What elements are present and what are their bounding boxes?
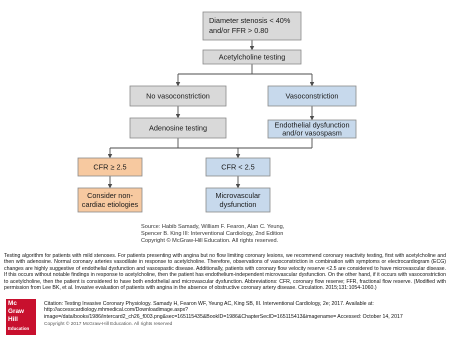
source-line-3: Copyright © McGraw-Hill Education. All rights reserved. bbox=[141, 238, 279, 245]
box-acetylcholine-testing bbox=[203, 50, 301, 64]
figure-source bbox=[141, 224, 356, 246]
box-acetylcholine-label: Acetylcholine testing bbox=[218, 52, 286, 62]
box-no-vasoconstriction bbox=[130, 86, 226, 106]
box-vasoconstriction-label: Vasoconstriction bbox=[285, 91, 339, 101]
publisher-logo bbox=[6, 299, 36, 335]
box-vasoconstriction bbox=[268, 86, 356, 106]
box-cfr-high bbox=[78, 158, 142, 176]
box-cfr-low-label: CFR < 2.5 bbox=[221, 162, 255, 172]
source-line-2: Spencer B. King III: Interventional Cardiology, 2nd Edition bbox=[141, 231, 284, 238]
box-non-cardiac-etiologies bbox=[78, 188, 142, 212]
box-microvascular-line1: Microvascular bbox=[215, 191, 261, 200]
box-microvascular-line2: dysfunction bbox=[219, 200, 257, 209]
box-non-cardiac-line2: cardiac etiologies bbox=[81, 200, 139, 209]
box-microvascular-dysfunction bbox=[206, 188, 270, 212]
box-adenosine-label: Adenosine testing bbox=[148, 123, 208, 133]
source-line-1: Source: Habib Samady, William F. Fearon, Alan C. Yeung, bbox=[141, 224, 285, 230]
box-stenosis-line1: Diameter stenosis < 40% bbox=[209, 16, 291, 25]
logo-line-4: Education bbox=[8, 325, 30, 331]
box-stenosis-criteria bbox=[203, 12, 301, 40]
logo-line-1: Mc bbox=[8, 300, 17, 307]
box-stenosis-line2: and/or FFR > 0.80 bbox=[209, 26, 269, 35]
box-non-cardiac-line1: Consider non- bbox=[87, 191, 133, 200]
citation-text-block bbox=[44, 301, 444, 329]
box-no-vasoconstriction-label: No vasoconstriction bbox=[146, 91, 210, 101]
logo-line-2: Graw bbox=[8, 308, 24, 316]
figure-caption: Testing algorithm for patients with mild stenoses. For patients presenting with angina but no flow limiting coronary lesions, we recommend coronary reactivity testing, first with acetylcholine and then with adenosine. Normal coronary arteries vasodilate in response to acetylcholine. Therefore, observations of vasoconstriction in combination with symptoms or electrocardiogram (ECG) changes are highly suggestive of endothelial dysfunction and vasospastic disease. Additionally, patients with coronary flow velocity reserve <2.5 are considered to have microvascular disease. If this occurs without notable findings in response to acetylcholine, then the patient has endothelium-independent microvascular dysfunction. On the other hand, if it occurs with vasoconstriction to acetylcholine, then the patient is considered to have both endothelial and microvascular dysfunction. Abbreviations: CFR, coronary flow reserve; FFR, fractional flow reserve. (Modified with permission from Lee BK, et al. Invasive evaluation of patients with angina in the absence of obstructive coronary artery disease. Circulation. 2015;131:1054-1060.) bbox=[4, 253, 446, 292]
box-endothelial-line2: and/or vasospasm bbox=[282, 128, 342, 138]
box-adenosine-testing bbox=[130, 118, 226, 138]
citation-footer bbox=[4, 299, 446, 337]
box-cfr-low bbox=[206, 158, 270, 176]
box-cfr-high-label: CFR ≥ 2.5 bbox=[93, 162, 127, 172]
logo-line-3: Hill bbox=[8, 316, 18, 324]
box-endothelial-dysfunction bbox=[268, 120, 356, 138]
box-endothelial-line1: Endothelial dysfunction bbox=[274, 120, 350, 130]
footer-copyright: Copyright © 2017 McGraw-Hill Education. All rights reserved bbox=[44, 322, 173, 328]
citation-text: Citation: Testing Invasive Coronary Physiology. Samady H, Fearon WF, Yeung AC, King SB, III. Interventional Cardiology, 2e; 2017. Available at: http://accesscardiology.mhmedical.com/Downloadimage.aspx?image=/data/books/1986/intercard2_ch26_f003.png&sec=165115435&BookID=1986&ChapterSecID=165115413&imagename= Accessed: October 14, 2017 bbox=[44, 301, 403, 320]
